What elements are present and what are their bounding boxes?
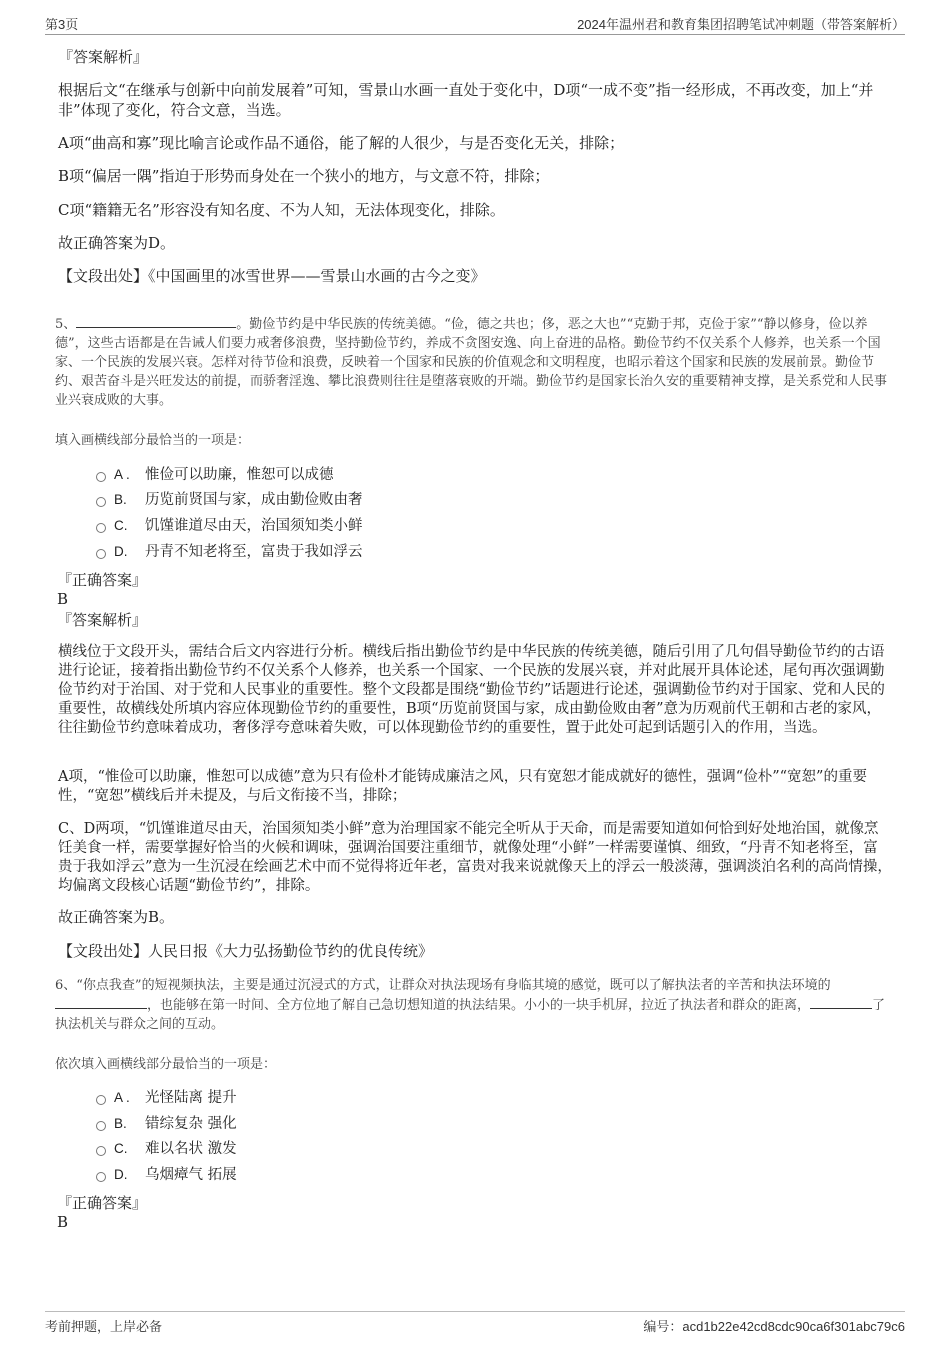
page-number: 第3页	[45, 17, 79, 32]
q5-analysis-p3: C、D两项，“饥馑谁道尽由天，治国须知类小鲜”意为治理国家不能完全听从于天命，而是需要知道如何恰到好处地治国，就像烹饪美食一样，需要掌握好恰当的火候和调味，强调治国要注重细节，就像处理“小鲜”一样需要谨慎、细致，“丹青不知老将至，富贵于我如浮云”意为一生沉浸在绘画艺术中而不觉得将近年老，富贵对我来说就像天上的浮云一般淡薄，强调淡泊名利的高尚情操，均偏离文段核心话题“勤俭节约”，排除。	[58, 821, 892, 894]
footer-slogan: 考前押题，上岸必备	[45, 1319, 163, 1334]
radio-icon[interactable]	[96, 472, 106, 482]
q5-number: 5、	[55, 317, 77, 332]
radio-icon[interactable]	[96, 1121, 106, 1131]
q5-analysis-p2: A项，“惟俭可以助廉，惟恕可以成德”意为只有俭朴才能铸成廉洁之风，只有宽恕才能成就好的德性，强调“俭朴”“宽恕”的重要性，“宽恕”横线后并未提及，与后文衔接不当，排除；	[58, 769, 867, 804]
q5-blank	[76, 314, 236, 328]
q6-option-d[interactable]: D. 乌烟瘴气 拓展	[96, 1165, 237, 1185]
q6-blank-2	[810, 995, 872, 1009]
q6-option-c[interactable]: C. 难以名状 激发	[96, 1139, 237, 1159]
prev-analysis-p4: C项“籍籍无名”形容没有知名度、不为人知，无法体现变化，排除。	[58, 201, 505, 219]
q6-stem: 6、“你点我查”的短视频执法，主要是通过沉浸式的方式，让群众对执法现场有身临其境的感觉，既可以了解执法者的辛苦和执法环境的，也能够在第一时间、全方位地了解自己急切想知道的执法结果。小小的一块手机屏，拉近了执法者和群众的距离， 了执法机关与群众之间的互动。	[55, 978, 886, 1032]
q5-stem-text: 。勤俭节约是中华民族的传统美德。“俭，德之共也；侈，恶之大也”“克勤于邦，克俭于家”“静以修身，俭以养德”，这些古语都是在告诫人们要力戒奢侈浪费，坚持勤俭节约，养成不贪图安逸、向上奋进的品格。勤俭节约不仅关系个人修养，也关系一个国家、一个民族的发展兴衰。怎样对待节俭和浪费，反映着一个国家和民族的价值观念和文明程度，也昭示着这个国家和民族的发展前景。勤俭节约、艰苦奋斗是兴旺发达的前提，而骄奢淫逸、攀比浪费则往往是堕落衰败的开端。勤俭节约是国家长治久安的重要精神支撑，是关系党和人民事业兴衰成败的大事。	[55, 317, 888, 408]
q6-prompt: 依次填入画横线部分最恰当的一项是：	[55, 1057, 277, 1072]
q6-answer: B	[57, 1213, 69, 1231]
q6-answer-label: 『正确答案』	[57, 1194, 148, 1212]
q5-analysis-p1: 横线位于文段开头，需结合后文内容进行分析。横线后指出勤俭节约是中华民族的传统美德，随后引用了几句倡导勤俭节约的古语进行论证，接着指出勤俭节约不仅关系个人修养，也关系一个国家、一个民族的发展兴衰，并对此展开具体论述，尾句再次强调勤俭节约对于治国、对于党和人民事业的重要性。整个文段都是围绕“勤俭节约”话题进行论述，强调勤俭节约对于国家、党和人民的重要性，故横线处所填内容应体现勤俭节约的重要性，B项“历览前贤国与家，成由勤俭败由奢”意为历观前代王朝和古老的家风，往往勤俭节约意味着成功，奢侈浮夸意味着失败，可以体现勤俭节约的重要性，置于此处可起到话题引入的作用，当选。	[58, 644, 885, 736]
q5-answer: B	[57, 590, 69, 608]
q5-conclusion: 故正确答案为B。	[58, 908, 175, 926]
radio-icon[interactable]	[96, 1095, 106, 1105]
radio-icon[interactable]	[96, 1146, 106, 1156]
q5-option-c[interactable]: C. 饥馑谁道尽由天，治国须知类小鲜	[96, 516, 363, 536]
radio-icon[interactable]	[96, 1172, 106, 1182]
q6-option-b[interactable]: B. 错综复杂 强化	[96, 1114, 237, 1134]
prev-source: 【文段出处】《中国画里的冰雪世界——雪景山水画的古今之变》	[58, 267, 486, 285]
document-title: 2024年温州君和教育集团招聘笔试冲刺题（带答案解析）	[577, 17, 905, 32]
radio-icon[interactable]	[96, 549, 106, 559]
prev-conclusion: 故正确答案为D。	[58, 234, 176, 252]
q5-analysis-label: 『答案解析』	[57, 611, 148, 629]
prev-analysis-p1: 根据后文“在继承与创新中向前发展着”可知，雪景山水画一直处于变化中，D项“一成不变”指一经形成，不再改变，加上“并非”体现了变化，符合文意，当选。	[58, 81, 874, 119]
q5-stem	[55, 314, 895, 410]
q6-blank-1	[55, 995, 147, 1009]
page-footer	[45, 1311, 905, 1334]
prev-analysis-label: 『答案解析』	[58, 48, 149, 66]
q5-answer-label: 『正确答案』	[57, 571, 148, 589]
prev-analysis-p3: B项“偏居一隅”指迫于形势而身处在一个狭小的地方，与文意不符，排除；	[58, 167, 550, 185]
page-header	[45, 14, 905, 35]
radio-icon[interactable]	[96, 523, 106, 533]
q5-option-d[interactable]: D. 丹青不知老将至，富贵于我如浮云	[96, 542, 363, 562]
q5-option-a[interactable]: A . 惟俭可以助廉，惟恕可以成德	[96, 465, 334, 485]
q6-number: 6、	[55, 978, 77, 993]
prev-analysis-p2: A项“曲高和寡”现比喻言论或作品不通俗，能了解的人很少，与是否变化无关，排除；	[58, 134, 625, 152]
radio-icon[interactable]	[96, 497, 106, 507]
q5-prompt: 填入画横线部分最恰当的一项是：	[55, 433, 251, 448]
document-id: 编号：acd1b22e42cd8cdc90ca6f301abc79c6	[643, 1319, 905, 1334]
q6-option-a[interactable]: A . 光怪陆离 提升	[96, 1088, 237, 1108]
q5-option-b[interactable]: B. 历览前贤国与家，成由勤俭败由奢	[96, 490, 363, 510]
q5-source: 【文段出处】人民日报《大力弘扬勤俭节约的优良传统》	[58, 942, 434, 960]
